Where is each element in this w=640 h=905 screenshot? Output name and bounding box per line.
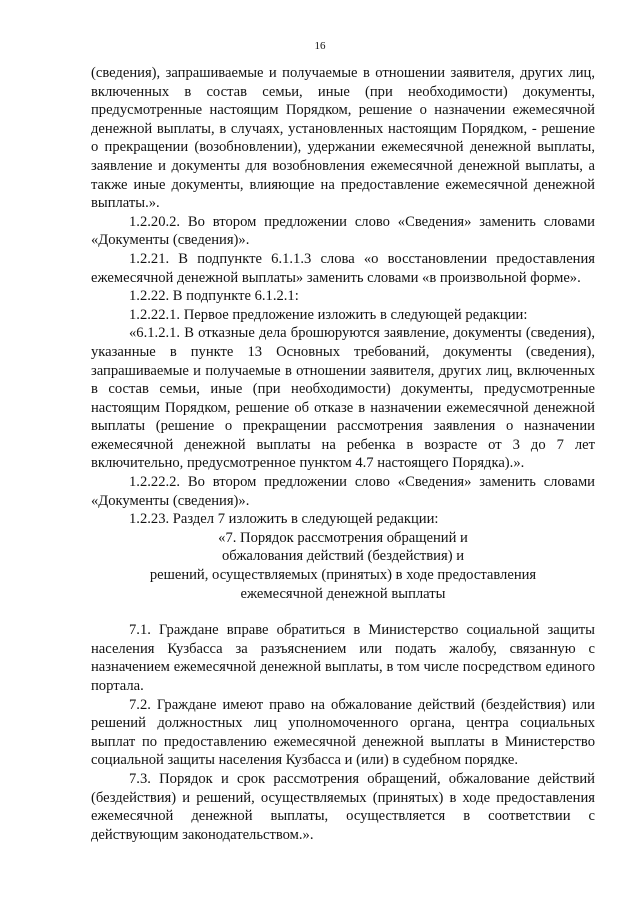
- paragraph-1-2-23: 1.2.23. Раздел 7 изложить в следующей редакции:: [129, 511, 439, 528]
- paragraph-1-2-22-1: 1.2.22.1. Первое предложение изложить в следующей редакции:: [129, 306, 528, 323]
- paragraph-7-1: 7.1. Граждане вправе обратиться в Министерство социальной защиты населения Кузбасса за разъяснением или подать жалобу, связанную с назначением ежемесячной денежной выплаты, в том числе посредством единого портала.: [91, 622, 595, 694]
- section-7-heading: [91, 529, 595, 603]
- section-heading-line-4: ежемесячной денежной выплаты: [240, 585, 446, 602]
- paragraph-1-2-22-2: 1.2.22.2. Во втором предложении слово «Сведения» заменить словами «Документы (сведения)».: [91, 474, 595, 509]
- paragraph-1-2-21: 1.2.21. В подпункте 6.1.1.3 слова «о восстановлении предоставления ежемесячной денежной выплаты» заменить словами «в произвольной форме».: [91, 250, 595, 286]
- paragraph-1-2-20-2: 1.2.20.2. Во втором предложении слово «Сведения» заменить словами «Документы (сведения)».: [91, 213, 595, 249]
- paragraph-1-2-22: 1.2.22. В подпункте 6.1.2.1:: [129, 288, 299, 305]
- section-heading-line-2: обжалования действий (бездействия) и: [221, 548, 465, 565]
- page-number: 16: [314, 40, 326, 52]
- section-heading-line-1: «7. Порядок рассмотрения обращений и: [218, 529, 468, 546]
- section-heading-line-3: решений, осуществляемых (принятых) в ходе предоставления: [149, 567, 537, 584]
- document-body: [91, 64, 595, 844]
- paragraph-6-1-2-1: «6.1.2.1. В отказные дела брошюруются заявление, документы (сведения), указанные в пункте 13 Основных требований, документы (сведения), запрашиваемые и получаемые в отношении заявителя, других лиц, включенных в состав семьи, иные (при необходимости) документы, предусмотренные настоящим Порядком, решение об отказе в назначении ежемесячной денежной выплаты (решение о прекращении рассмотрения заявления о назначении ежемесячной денежной выплаты на ребенка в возрасте от 3 до 7 лет включительно, предусмотренное пунктом 4.7 настоящего Порядка).».: [91, 325, 595, 472]
- paragraph-7-3: 7.3. Порядок и срок рассмотрения обращений, обжалование действий (бездействия) и решений, осуществляемых (принятых) в ходе предоставления ежемесячной денежной выплаты, осуществляется в соответствии с действующим законодательством.».: [91, 770, 595, 843]
- paragraph-continuation: (сведения), запрашиваемые и получаемые в отношении заявителя, других лиц, включенных в состав семьи, иные (при необходимости) документы, предусмотренные настоящим Порядком, решение о назначении ежемесячной денежной выплаты, в случаях, установленных настоящим Порядком, - решение о прекращении (возобновлении), удержании ежемесячной денежной выплаты, заявление и документы для возобновления ежемесячной денежной выплаты, а также иные документы, влияющие на предоставление ежемесячной денежной выплаты.».: [91, 65, 595, 212]
- paragraph-7-2: 7.2. Граждане имеют право на обжалование действий (бездействия) или решений должностных лиц уполномоченного органа, центра социальных выплат по предоставлению ежемесячной денежной выплаты в Министерство социальной защиты населения Кузбасса и (или) в судебном порядке.: [91, 696, 595, 769]
